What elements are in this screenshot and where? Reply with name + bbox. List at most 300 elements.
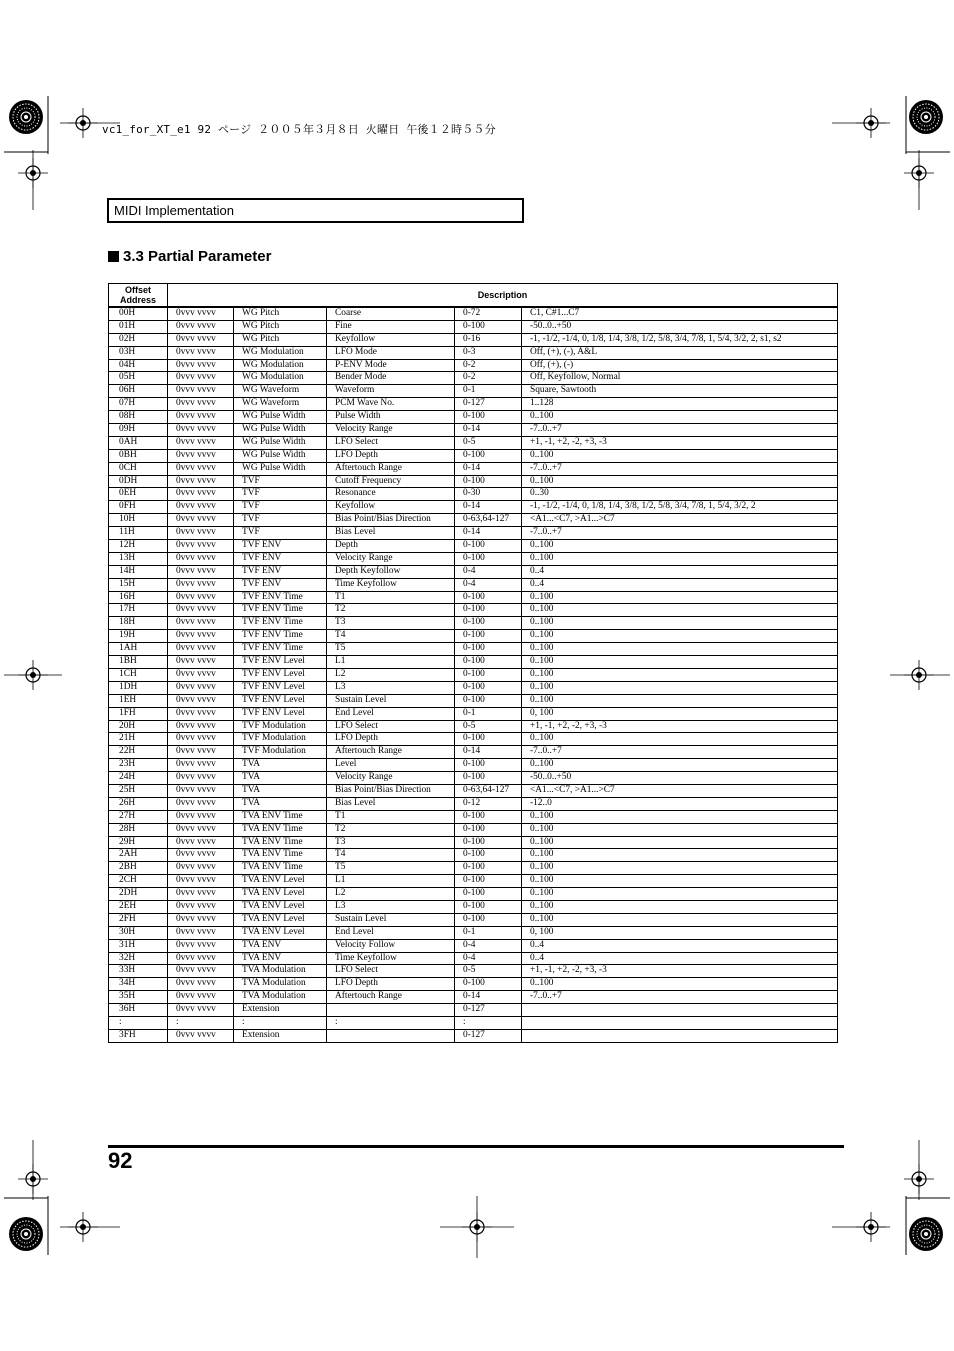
data-cell: 0vvv vvvv xyxy=(168,836,234,849)
table-row xyxy=(109,411,838,424)
range-cell: 0-63,64-127 xyxy=(455,784,522,797)
block-cell: WG Waveform xyxy=(234,398,327,411)
data-cell: 0vvv vvvv xyxy=(168,411,234,424)
table-row xyxy=(109,449,838,462)
value-cell xyxy=(522,1004,838,1017)
parameter-cell: Fine xyxy=(327,320,455,333)
block-cell: WG Pulse Width xyxy=(234,436,327,449)
parameter-cell: Sustain Level xyxy=(327,694,455,707)
parameter-cell: Bias Point/Bias Direction xyxy=(327,514,455,527)
range-cell: 0-100 xyxy=(455,759,522,772)
value-cell: 0..100 xyxy=(522,978,838,991)
block-cell: TVF xyxy=(234,514,327,527)
range-cell: 0-100 xyxy=(455,913,522,926)
range-cell: 0-100 xyxy=(455,449,522,462)
block-cell: WG Pulse Width xyxy=(234,462,327,475)
data-cell: 0vvv vvvv xyxy=(168,952,234,965)
block-cell: WG Pulse Width xyxy=(234,424,327,437)
range-cell: 0-100 xyxy=(455,681,522,694)
parameter-cell: Keyfollow xyxy=(327,333,455,346)
range-cell: 0-1 xyxy=(455,926,522,939)
offset-cell: 01H xyxy=(109,320,168,333)
parameter-cell: Time Keyfollow xyxy=(327,952,455,965)
offset-cell: 25H xyxy=(109,784,168,797)
range-cell: 0-14 xyxy=(455,527,522,540)
table-row xyxy=(109,862,838,875)
value-cell xyxy=(522,1029,838,1042)
parameter-cell: Depth xyxy=(327,540,455,553)
block-cell: WG Pulse Width xyxy=(234,449,327,462)
block-cell: TVF ENV Time xyxy=(234,617,327,630)
parameter-cell: PCM Wave No. xyxy=(327,398,455,411)
block-cell: TVF ENV Time xyxy=(234,591,327,604)
range-cell: 0-100 xyxy=(455,540,522,553)
block-cell: TVF ENV Time xyxy=(234,630,327,643)
offset-cell: 0EH xyxy=(109,488,168,501)
block-cell: WG Waveform xyxy=(234,385,327,398)
parameter-cell: Waveform xyxy=(327,385,455,398)
block-cell: TVA ENV xyxy=(234,939,327,952)
block-cell: TVA ENV Level xyxy=(234,875,327,888)
data-cell: 0vvv vvvv xyxy=(168,913,234,926)
block-cell: TVF ENV xyxy=(234,540,327,553)
offset-cell: 21H xyxy=(109,733,168,746)
description-header: Description xyxy=(168,284,838,308)
table-row xyxy=(109,810,838,823)
parameter-cell: Coarse xyxy=(327,307,455,320)
table-row xyxy=(109,978,838,991)
table-row xyxy=(109,333,838,346)
table-row xyxy=(109,462,838,475)
table-row xyxy=(109,746,838,759)
range-cell: 0-100 xyxy=(455,772,522,785)
offset-address-header: Offset Address xyxy=(109,284,168,308)
value-cell: 0..100 xyxy=(522,656,838,669)
data-cell: 0vvv vvvv xyxy=(168,436,234,449)
range-cell: 0-100 xyxy=(455,900,522,913)
parameter-cell: Bias Point/Bias Direction xyxy=(327,784,455,797)
block-cell: TVA ENV Time xyxy=(234,862,327,875)
offset-cell: 16H xyxy=(109,591,168,604)
value-cell: -7..0..+7 xyxy=(522,462,838,475)
data-cell: 0vvv vvvv xyxy=(168,385,234,398)
table-row xyxy=(109,320,838,333)
offset-cell: 1FH xyxy=(109,707,168,720)
offset-cell: 04H xyxy=(109,359,168,372)
range-cell: 0-100 xyxy=(455,591,522,604)
value-cell: 0..100 xyxy=(522,449,838,462)
section-title: MIDI Implementation xyxy=(114,203,234,218)
table-body xyxy=(109,307,838,1042)
value-cell: -7..0..+7 xyxy=(522,424,838,437)
value-cell: 0..100 xyxy=(522,862,838,875)
value-cell: Off, (+), (-), A&L xyxy=(522,346,838,359)
data-cell: 0vvv vvvv xyxy=(168,875,234,888)
block-cell: TVF ENV Level xyxy=(234,681,327,694)
data-cell: 0vvv vvvv xyxy=(168,462,234,475)
value-cell: 0..100 xyxy=(522,888,838,901)
range-cell: 0-5 xyxy=(455,720,522,733)
offset-cell: 14H xyxy=(109,565,168,578)
value-cell: 0..4 xyxy=(522,565,838,578)
offset-cell: 11H xyxy=(109,527,168,540)
range-cell: 0-127 xyxy=(455,398,522,411)
subsection-heading xyxy=(108,248,271,265)
value-cell: -7..0..+7 xyxy=(522,746,838,759)
range-cell: 0-100 xyxy=(455,475,522,488)
parameter-cell: L2 xyxy=(327,888,455,901)
block-cell: TVF ENV Time xyxy=(234,604,327,617)
range-cell: 0-100 xyxy=(455,978,522,991)
offset-cell: 17H xyxy=(109,604,168,617)
table-row xyxy=(109,733,838,746)
range-cell: 0-100 xyxy=(455,823,522,836)
value-cell: <A1...<C7, >A1...>C7 xyxy=(522,514,838,527)
offset-cell: 05H xyxy=(109,372,168,385)
offset-cell: 32H xyxy=(109,952,168,965)
range-cell: 0-100 xyxy=(455,668,522,681)
range-cell: : xyxy=(455,1016,522,1029)
block-cell: TVF ENV Level xyxy=(234,668,327,681)
parameter-cell: Aftertouch Range xyxy=(327,462,455,475)
offset-cell: 08H xyxy=(109,411,168,424)
offset-cell: 36H xyxy=(109,1004,168,1017)
data-cell: 0vvv vvvv xyxy=(168,333,234,346)
parameter-cell: L1 xyxy=(327,656,455,669)
table-row xyxy=(109,772,838,785)
block-cell: TVF xyxy=(234,527,327,540)
range-cell: 0-100 xyxy=(455,552,522,565)
value-cell: -1, -1/2, -1/4, 0, 1/8, 1/4, 3/8, 1/2, 5/8, 3/4, 7/8, 1, 5/4, 3/2, 2, s1, s2 xyxy=(522,333,838,346)
offset-cell: 00H xyxy=(109,307,168,320)
value-cell: 0..100 xyxy=(522,552,838,565)
parameter-cell: LFO Mode xyxy=(327,346,455,359)
data-cell: 0vvv vvvv xyxy=(168,346,234,359)
table-row xyxy=(109,913,838,926)
data-cell: 0vvv vvvv xyxy=(168,978,234,991)
data-cell: 0vvv vvvv xyxy=(168,772,234,785)
range-cell: 0-63,64-127 xyxy=(455,514,522,527)
parameter-cell: T1 xyxy=(327,591,455,604)
range-cell: 0-100 xyxy=(455,875,522,888)
table-row xyxy=(109,372,838,385)
block-cell: TVA ENV Time xyxy=(234,823,327,836)
table-row xyxy=(109,514,838,527)
range-cell: 0-14 xyxy=(455,424,522,437)
data-cell: 0vvv vvvv xyxy=(168,1004,234,1017)
data-cell: 0vvv vvvv xyxy=(168,540,234,553)
block-cell: TVF ENV xyxy=(234,552,327,565)
value-cell: -50..0..+50 xyxy=(522,320,838,333)
parameter-cell: Bias Level xyxy=(327,527,455,540)
offset-cell: 2BH xyxy=(109,862,168,875)
value-cell: 0..100 xyxy=(522,475,838,488)
table-row xyxy=(109,823,838,836)
block-cell: WG Pulse Width xyxy=(234,411,327,424)
range-cell: 0-100 xyxy=(455,411,522,424)
data-cell: 0vvv vvvv xyxy=(168,501,234,514)
block-cell: WG Modulation xyxy=(234,346,327,359)
data-cell: 0vvv vvvv xyxy=(168,797,234,810)
offset-cell: : xyxy=(109,1016,168,1029)
data-cell: 0vvv vvvv xyxy=(168,965,234,978)
offset-cell: 02H xyxy=(109,333,168,346)
parameter-cell: : xyxy=(327,1016,455,1029)
offset-cell: 12H xyxy=(109,540,168,553)
square-bullet-icon xyxy=(108,251,119,262)
table-row xyxy=(109,424,838,437)
parameter-cell: LFO Select xyxy=(327,965,455,978)
block-cell: TVA xyxy=(234,784,327,797)
range-cell: 0-2 xyxy=(455,372,522,385)
range-cell: 0-100 xyxy=(455,862,522,875)
value-cell: Off, Keyfollow, Normal xyxy=(522,372,838,385)
offset-cell: 10H xyxy=(109,514,168,527)
parameter-cell: T1 xyxy=(327,810,455,823)
value-cell: 0..100 xyxy=(522,681,838,694)
offset-cell: 1AH xyxy=(109,643,168,656)
block-cell: WG Pitch xyxy=(234,320,327,333)
table-row xyxy=(109,617,838,630)
parameter-cell: Depth Keyfollow xyxy=(327,565,455,578)
value-cell: +1, -1, +2, -2, +3, -3 xyxy=(522,965,838,978)
parameter-cell xyxy=(327,1004,455,1017)
print-slug-header: vc1_for_XT_e1 92 ページ ２００５年３月８日 火曜日 午後１２時５５分 xyxy=(102,123,496,136)
block-cell: WG Modulation xyxy=(234,359,327,372)
offset-cell: 29H xyxy=(109,836,168,849)
value-cell: 0..100 xyxy=(522,823,838,836)
block-cell: Extension xyxy=(234,1029,327,1042)
data-cell: 0vvv vvvv xyxy=(168,759,234,772)
range-cell: 0-14 xyxy=(455,501,522,514)
range-cell: 0-4 xyxy=(455,578,522,591)
parameter-cell: T5 xyxy=(327,862,455,875)
range-cell: 0-100 xyxy=(455,656,522,669)
range-cell: 0-1 xyxy=(455,385,522,398)
table-row xyxy=(109,939,838,952)
data-cell: 0vvv vvvv xyxy=(168,668,234,681)
offset-cell: 20H xyxy=(109,720,168,733)
range-cell: 0-4 xyxy=(455,952,522,965)
range-cell: 0-3 xyxy=(455,346,522,359)
range-cell: 0-100 xyxy=(455,836,522,849)
value-cell: -7..0..+7 xyxy=(522,527,838,540)
offset-cell: 2DH xyxy=(109,888,168,901)
partial-parameter-table xyxy=(108,283,838,1043)
table-row xyxy=(109,565,838,578)
data-cell: 0vvv vvvv xyxy=(168,591,234,604)
range-cell: 0-100 xyxy=(455,888,522,901)
table-row xyxy=(109,591,838,604)
range-cell: 0-14 xyxy=(455,462,522,475)
table-row xyxy=(109,681,838,694)
offset-cell: 2EH xyxy=(109,900,168,913)
block-cell: WG Modulation xyxy=(234,372,327,385)
range-cell: 0-100 xyxy=(455,630,522,643)
data-cell: 0vvv vvvv xyxy=(168,656,234,669)
value-cell xyxy=(522,1016,838,1029)
offset-cell: 0FH xyxy=(109,501,168,514)
data-cell: 0vvv vvvv xyxy=(168,359,234,372)
range-cell: 0-100 xyxy=(455,733,522,746)
range-cell: 0-12 xyxy=(455,797,522,810)
value-cell: 0..100 xyxy=(522,759,838,772)
subsection-title: 3.3 Partial Parameter xyxy=(123,248,272,265)
offset-cell: 09H xyxy=(109,424,168,437)
range-cell: 0-100 xyxy=(455,320,522,333)
section-title-box xyxy=(107,198,524,223)
block-cell: WG Pitch xyxy=(234,307,327,320)
footer-rule xyxy=(108,1145,844,1148)
value-cell: +1, -1, +2, -2, +3, -3 xyxy=(522,436,838,449)
block-cell: TVA ENV Time xyxy=(234,810,327,823)
offset-cell: 0BH xyxy=(109,449,168,462)
value-cell: 0..100 xyxy=(522,694,838,707)
parameter-cell: L3 xyxy=(327,681,455,694)
data-cell: 0vvv vvvv xyxy=(168,643,234,656)
block-cell: TVF xyxy=(234,475,327,488)
table-row xyxy=(109,991,838,1004)
offset-cell: 15H xyxy=(109,578,168,591)
range-cell: 0-1 xyxy=(455,707,522,720)
data-cell: 0vvv vvvv xyxy=(168,694,234,707)
value-cell: 0..100 xyxy=(522,604,838,617)
range-cell: 0-2 xyxy=(455,359,522,372)
block-cell: TVA ENV Time xyxy=(234,836,327,849)
parameter-cell: Time Keyfollow xyxy=(327,578,455,591)
table-row xyxy=(109,359,838,372)
block-cell: TVF Modulation xyxy=(234,733,327,746)
block-cell: TVA ENV Level xyxy=(234,926,327,939)
value-cell: 0..100 xyxy=(522,411,838,424)
block-cell: TVA Modulation xyxy=(234,965,327,978)
data-cell: 0vvv vvvv xyxy=(168,926,234,939)
block-cell: Extension xyxy=(234,1004,327,1017)
value-cell: 0..4 xyxy=(522,578,838,591)
offset-cell: 1BH xyxy=(109,656,168,669)
offset-cell: 0DH xyxy=(109,475,168,488)
page-number: 92 xyxy=(108,1148,133,1173)
table-row xyxy=(109,784,838,797)
table-row xyxy=(109,797,838,810)
parameter-cell: LFO Depth xyxy=(327,449,455,462)
offset-cell: 27H xyxy=(109,810,168,823)
block-cell: TVF ENV xyxy=(234,565,327,578)
parameter-cell: Velocity Range xyxy=(327,772,455,785)
block-cell: TVA xyxy=(234,772,327,785)
data-cell: : xyxy=(168,1016,234,1029)
table-row xyxy=(109,1029,838,1042)
data-cell: 0vvv vvvv xyxy=(168,514,234,527)
value-cell: Square, Sawtooth xyxy=(522,385,838,398)
parameter-cell: L1 xyxy=(327,875,455,888)
value-cell: 1..128 xyxy=(522,398,838,411)
value-cell: 0..100 xyxy=(522,900,838,913)
value-cell: -50..0..+50 xyxy=(522,772,838,785)
parameter-cell: Bias Level xyxy=(327,797,455,810)
offset-cell: 23H xyxy=(109,759,168,772)
data-cell: 0vvv vvvv xyxy=(168,320,234,333)
data-cell: 0vvv vvvv xyxy=(168,617,234,630)
data-cell: 0vvv vvvv xyxy=(168,552,234,565)
offset-cell: 26H xyxy=(109,797,168,810)
range-cell: 0-4 xyxy=(455,939,522,952)
range-cell: 0-100 xyxy=(455,694,522,707)
parameter-cell: T2 xyxy=(327,823,455,836)
data-cell: 0vvv vvvv xyxy=(168,681,234,694)
value-cell: 0..100 xyxy=(522,810,838,823)
table-row xyxy=(109,656,838,669)
parameter-cell: Aftertouch Range xyxy=(327,746,455,759)
value-cell: 0..100 xyxy=(522,617,838,630)
table-row xyxy=(109,952,838,965)
table-row xyxy=(109,926,838,939)
block-cell: TVA ENV Time xyxy=(234,849,327,862)
parameter-cell: L2 xyxy=(327,668,455,681)
range-cell: 0-127 xyxy=(455,1029,522,1042)
offset-cell: 19H xyxy=(109,630,168,643)
parameter-cell: Velocity Follow xyxy=(327,939,455,952)
data-cell: 0vvv vvvv xyxy=(168,488,234,501)
value-cell: 0..100 xyxy=(522,875,838,888)
data-cell: 0vvv vvvv xyxy=(168,424,234,437)
table-row xyxy=(109,694,838,707)
data-cell: 0vvv vvvv xyxy=(168,398,234,411)
range-cell: 0-16 xyxy=(455,333,522,346)
range-cell: 0-127 xyxy=(455,1004,522,1017)
table-row xyxy=(109,875,838,888)
data-cell: 0vvv vvvv xyxy=(168,849,234,862)
data-cell: 0vvv vvvv xyxy=(168,888,234,901)
table-row xyxy=(109,888,838,901)
data-cell: 0vvv vvvv xyxy=(168,565,234,578)
value-cell: -1, -1/2, -1/4, 0, 1/8, 1/4, 3/8, 1/2, 5/8, 3/4, 7/8, 1, 5/4, 3/2, 2 xyxy=(522,501,838,514)
parameter-cell: Sustain Level xyxy=(327,913,455,926)
parameter-cell: LFO Select xyxy=(327,720,455,733)
table-row xyxy=(109,1004,838,1017)
block-cell: TVF ENV Level xyxy=(234,694,327,707)
value-cell: 0, 100 xyxy=(522,926,838,939)
offset-cell: 22H xyxy=(109,746,168,759)
data-cell: 0vvv vvvv xyxy=(168,900,234,913)
range-cell: 0-30 xyxy=(455,488,522,501)
parameter-cell: P-ENV Mode xyxy=(327,359,455,372)
table-row xyxy=(109,578,838,591)
table-row xyxy=(109,475,838,488)
parameter-cell: T3 xyxy=(327,836,455,849)
parameter-cell: Cutoff Frequency xyxy=(327,475,455,488)
block-cell: TVA ENV Level xyxy=(234,888,327,901)
offset-cell: 2FH xyxy=(109,913,168,926)
value-cell: 0..100 xyxy=(522,630,838,643)
offset-cell: 0CH xyxy=(109,462,168,475)
parameter-cell: LFO Select xyxy=(327,436,455,449)
range-cell: 0-14 xyxy=(455,991,522,1004)
value-cell: 0..100 xyxy=(522,540,838,553)
value-cell: 0..100 xyxy=(522,591,838,604)
offset-cell: 06H xyxy=(109,385,168,398)
table-row xyxy=(109,436,838,449)
data-cell: 0vvv vvvv xyxy=(168,1029,234,1042)
offset-cell: 3FH xyxy=(109,1029,168,1042)
block-cell: TVA ENV Level xyxy=(234,913,327,926)
block-cell: TVF ENV xyxy=(234,578,327,591)
table-row xyxy=(109,385,838,398)
parameter-cell: End Level xyxy=(327,926,455,939)
data-cell: 0vvv vvvv xyxy=(168,449,234,462)
range-cell: 0-100 xyxy=(455,849,522,862)
data-cell: 0vvv vvvv xyxy=(168,720,234,733)
